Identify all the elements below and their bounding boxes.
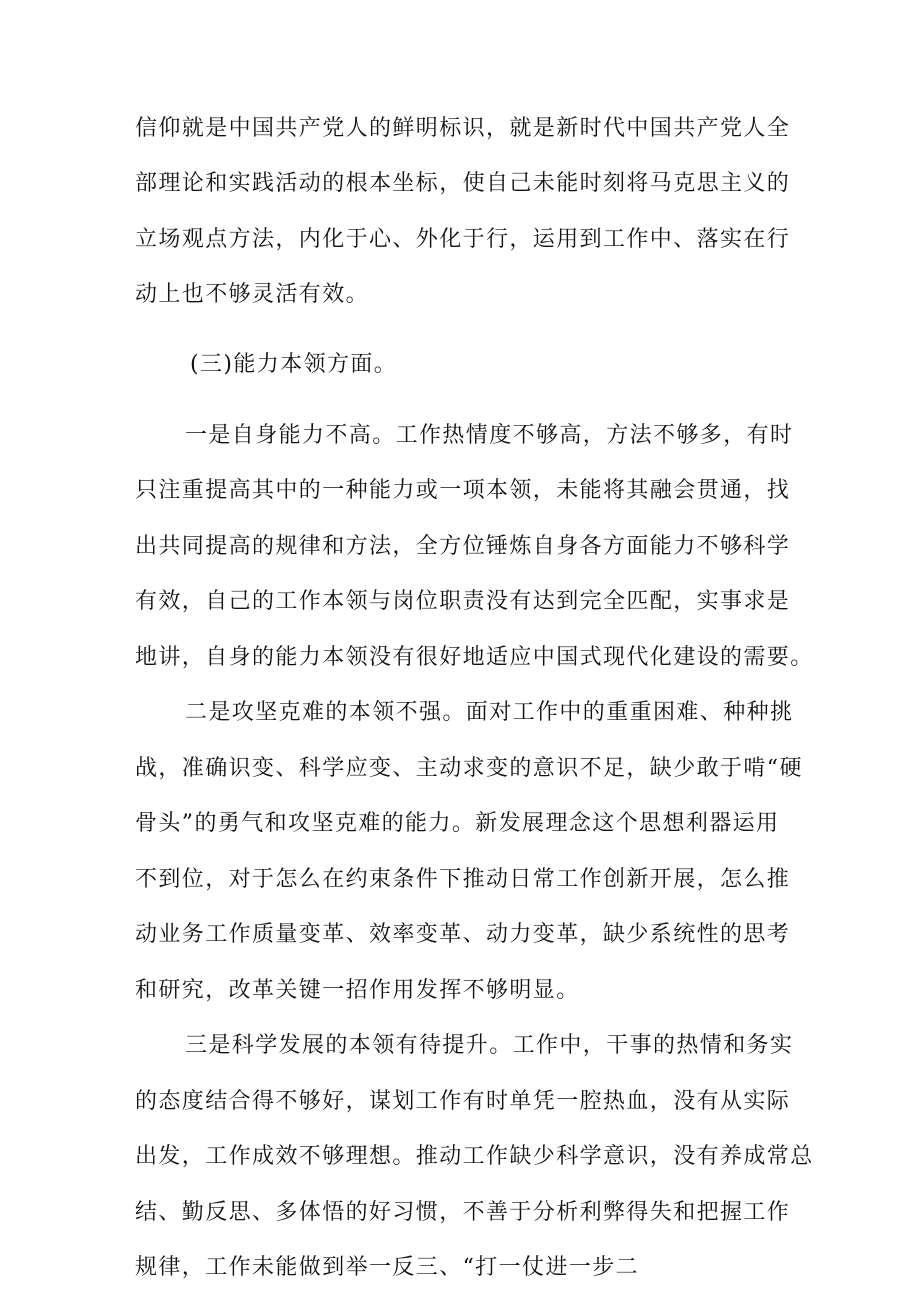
text-line: 立场观点方法，内化于心、外化于行，运用到工作中、落实在行 xyxy=(135,227,791,252)
text-line: 的态度结合得不够好，谋划工作有时单凭一腔热血，没有从实际 xyxy=(135,1089,791,1114)
text-line: 地讲，自身的能力本领没有很好地适应中国式现代化建设的需要。 xyxy=(135,645,814,670)
text-line: 出发，工作成效不够理想。推动工作缺少科学意识，没有养成常总 xyxy=(135,1144,814,1169)
text-line: 和研究，改革关键一招作用发挥不够明显。 xyxy=(135,978,580,1003)
text-line: 部理论和实践活动的根本坐标，使自己未能时刻将马克思主义的 xyxy=(135,171,791,196)
text-line: 出共同提高的规律和方法，全方位锤炼自身各方面能力不够科学 xyxy=(135,534,791,559)
text-line: 有效，自己的工作本领与岗位职责没有达到完全匹配，实事求是 xyxy=(135,589,791,614)
text-line: 动业务工作质量变革、效率变革、动力变革，缺少系统性的思考 xyxy=(135,922,791,947)
text-line: 结、勤反思、多体悟的好习惯，不善于分析利弊得失和把握工作 xyxy=(135,1200,791,1225)
text-line: 不到位，对于怎么在约束条件下推动日常工作创新开展，怎么推 xyxy=(135,867,791,892)
text-line: 二是攻坚克难的本领不强。面对工作中的重重困难、种种挑 xyxy=(185,700,794,725)
text-line: 只注重提高其中的一种能力或一项本领，未能将其融会贯通，找 xyxy=(135,478,791,503)
text-line: 信仰就是中国共产党人的鲜明标识，就是新时代中国共产党人全 xyxy=(135,116,791,141)
text-line: 战，准确识变、科学应变、主动求变的意识不足，缺少敢于啃“硬 xyxy=(135,756,803,781)
text-line: 规律，工作未能做到举一反三、“打一仗进一步二 xyxy=(135,1255,640,1280)
text-line: 动上也不够灵活有效。 xyxy=(135,282,370,307)
text-line: 骨头”的勇气和攻坚克难的能力。新发展理念这个思想利器运用 xyxy=(135,811,780,836)
text-line: 三是科学发展的本领有待提升。工作中，干事的热情和务实 xyxy=(185,1033,794,1058)
section-heading: (三)能力本领方面。 xyxy=(190,352,398,377)
text-line: 一是自身能力不高。工作热情度不够高，方法不够多，有时 xyxy=(185,423,794,448)
